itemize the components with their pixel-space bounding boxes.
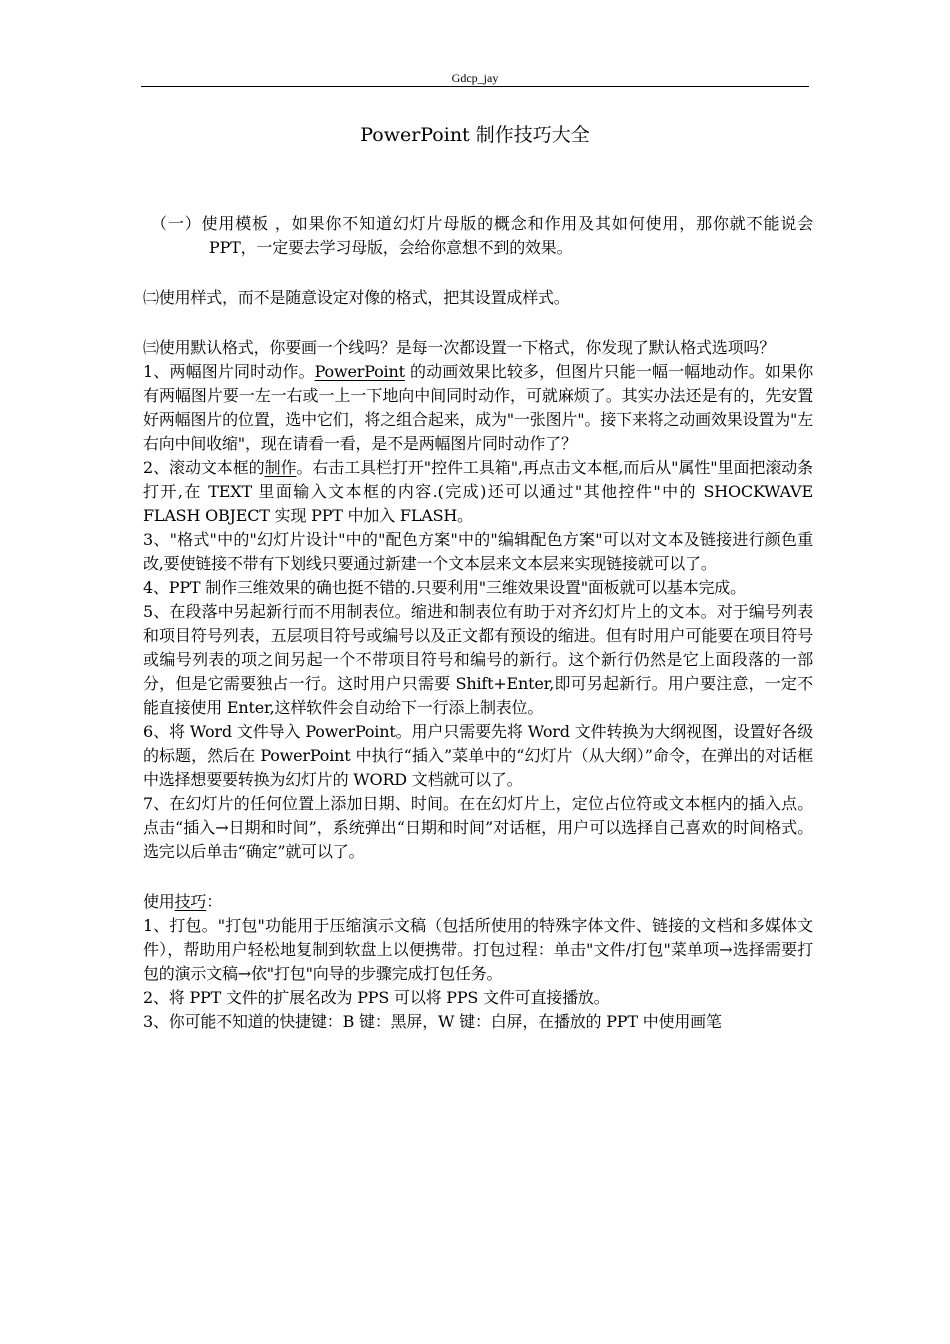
jiqiao-link[interactable]: 技巧: [174, 892, 207, 911]
tips-heading-colon: ：: [206, 892, 223, 911]
zhizuo-link[interactable]: 制作: [264, 458, 297, 477]
section-2-paragraph: ㈡使用样式，而不是随意设定对像的格式，把其设置成样式。: [143, 288, 570, 307]
item-7-paragraph: 7、在幻灯片的任何位置上添加日期、时间。在在幻灯片上，定位占位符或文本框内的插入点。点击“插入→日期和时间”，系统弹出“日期和时间”对话框，用户可以选择自己喜欢的时间格式。选完以后单击“确定”就可以了。: [143, 794, 813, 861]
item-2-text-rest: 。右击工具栏打开"控件工具箱",再点击文本框,而后从"属性"里面把滚动条打开,在 TEXT 里面输入文本框的内容.(完成)还可以通过"其他控件"中的 SHOCKWAVE FLASH OBJECT 实现 PPT 中加入 FLASH。: [143, 458, 813, 525]
item-2-paragraph: [143, 456, 813, 528]
item-6-paragraph: 6、将 Word 文件导入 PowerPoint。用户只需要先将 Word 文件转换为大纲视图，设置好各级的标题，然后在 PowerPoint 中执行“插入”菜单中的“幻灯片（从大纲）”命令，在弹出的对话框中选择想要要转换为幻灯片的 WORD 文档就可以了。: [143, 722, 813, 789]
document-title: PowerPoint 制作技巧大全: [360, 124, 590, 146]
item-1-text-rest: 的动画效果比较多，但图片只能一幅一幅地动作。如果你有两幅图片要一左一右或一上一下地向中间同时动作，可就麻烦了。其实办法还是有的，先安置好两幅图片的位置，选中它们，将之组合起来，成为"一张图片"。接下来将之动画效果设置为"左右向中间收缩"，现在请看一看，是不是两幅图片同时动作了？: [143, 362, 814, 453]
item-3-paragraph: 3、"格式"中的"幻灯片设计"中的"配色方案"中的"编辑配色方案"可以对文本及链接进行颜色重改,要使链接不带有下划线只要通过新建一个文本层来文本层来实现链接就可以了。: [143, 530, 813, 573]
tip-1-paragraph: 1、打包。"打包"功能用于压缩演示文稿（包括所使用的特殊字体文件、链接的文档和多媒体文件），帮助用户轻松地复制到软盘上以便携带。打包过程：单击"文件/打包"菜单项→选择需要打包的演示文稿→依"打包"向导的步骤完成打包任务。: [143, 916, 813, 983]
document-body: [143, 212, 813, 1034]
page-header: Gdcp_jay: [451, 71, 499, 85]
item-2-text: 2、滚动文本框的: [143, 458, 265, 477]
item-1-paragraph: [143, 360, 813, 456]
powerpoint-link[interactable]: PowerPoint: [314, 362, 405, 381]
spacer: [143, 260, 813, 286]
item-5-paragraph: 5、在段落中另起新行而不用制表位。缩进和制表位有助于对齐幻灯片上的文本。对于编号列表和项目符号列表，五层项目符号或编号以及正文都有预设的缩进。但有时用户可能要在项目符号或编号列表的项之间另起一个不带项目符号和编号的新行。这个新行仍然是它上面段落的一部分，但是它需要独占一行。这时用户只需要 Shift+Enter,即可另起新行。用户要注意，一定不能直接使用 Enter,这样软件会自动给下一行添上制表位。: [143, 602, 813, 717]
item-1-text: 1、两幅图片同时动作。: [143, 362, 315, 381]
tip-3-paragraph: 3、你可能不知道的快捷键：B 键：黑屏，W 键：白屏，在播放的 PPT 中使用画笔: [143, 1012, 722, 1031]
tips-heading-text: 使用: [143, 892, 175, 911]
spacer: [143, 310, 813, 336]
item-4-paragraph: 4、PPT 制作三维效果的确也挺不错的.只要利用"三维效果设置"面板就可以基本完成。: [143, 578, 746, 597]
tip-2-paragraph: 2、将 PPT 文件的扩展名改为 PPS 可以将 PPS 文件可直接播放。: [143, 988, 610, 1007]
header-divider: [141, 86, 809, 87]
spacer: [143, 864, 813, 890]
section-1-paragraph: （一）使用模板 ，如果你不知道幻灯片母版的概念和作用及其如何使用，那你就不能说会 PPT，一定要去学习母版，会给你意想不到的效果。: [151, 214, 813, 257]
section-3-paragraph: ㈢使用默认格式，你要画一个线吗？是每一次都设置一下格式，你发现了默认格式选项吗？: [143, 338, 776, 357]
tips-heading: [143, 890, 813, 914]
